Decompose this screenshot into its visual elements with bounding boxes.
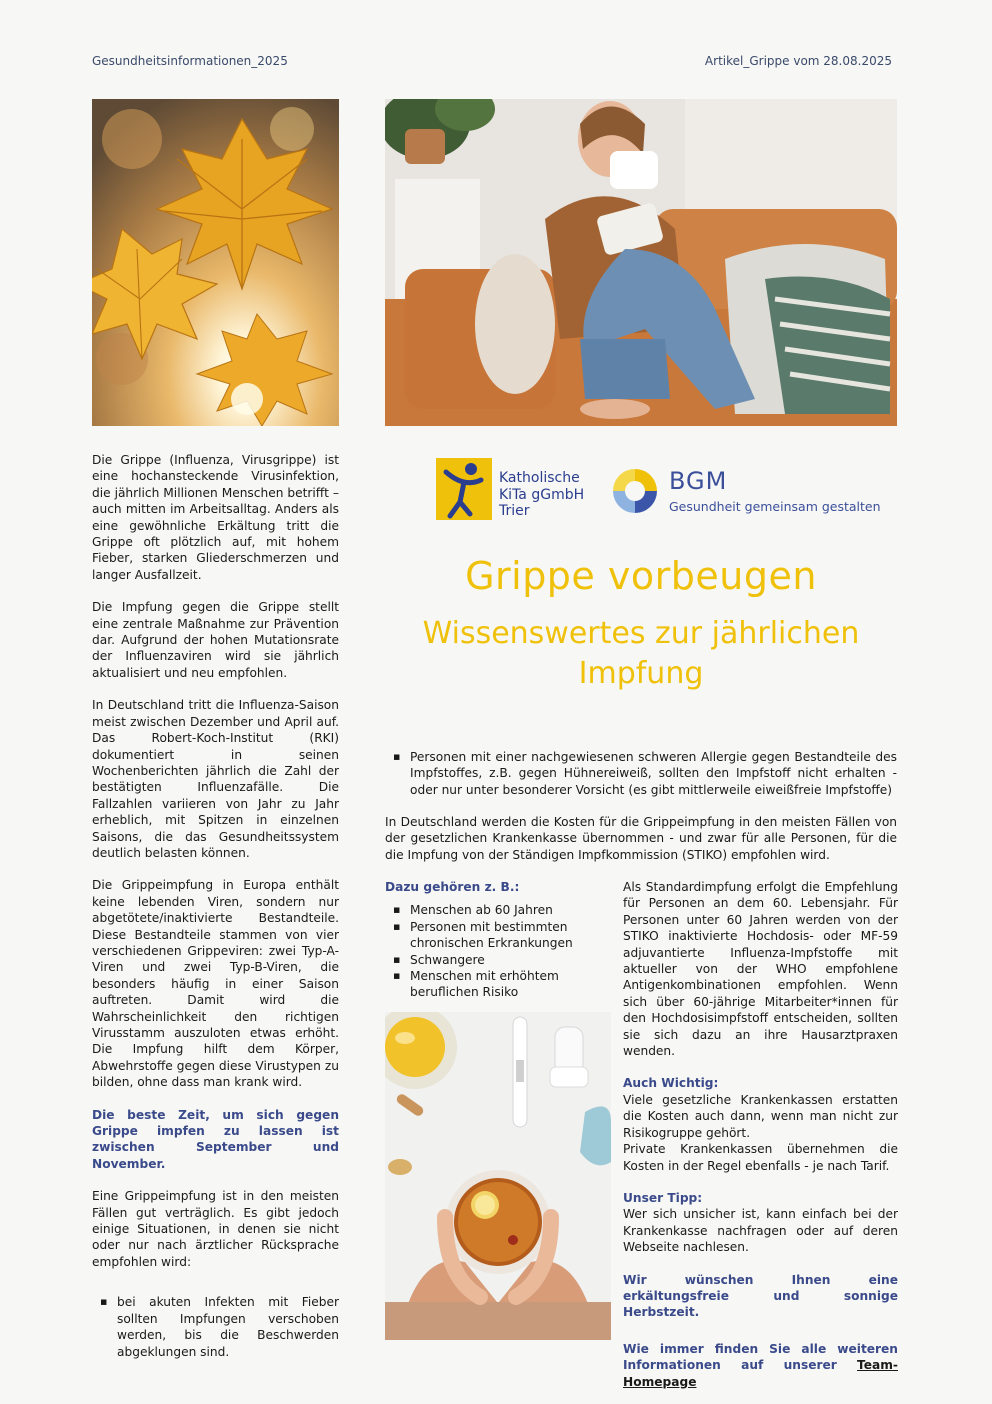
tip-text: Wer sich unsicher ist, kann einfach bei der Krankenkasse nachfragen oder auf deren Webseite nachlesen.	[623, 1207, 898, 1255]
list-item: ▪ Menschen ab 60 Jahren	[410, 902, 575, 918]
list-item: ▪ Schwangere	[410, 952, 575, 968]
header-left: Gesundheitsinformationen_2025	[92, 54, 288, 68]
kita-logo	[436, 458, 492, 520]
vaccination-paragraph: Die Impfung gegen die Grippe stellt eine zentrale Maßnahme zur Prävention dar. Aufgrund der hohen Mutationsrate der Influenzaviren wird sie jährlich aktualisiert und neu empfohlen.	[92, 600, 339, 680]
bgm-subtitle: Gesundheit gemeinsam gestalten	[669, 499, 881, 514]
season-paragraph: In Deutschland tritt die Influenza-Saison meist zwischen Dezember und April auf. Das Robert-Koch-Institut (RKI) dokumentiert in seinen Wochenberichten jährlich die Zahl der bestätigten Influenzafälle. Die Fallzahlen variieren von Jahr zu Jahr erheblich, mit Spitzen in einzelnen Saisons, die das Gesundheitssystem deutlich belasten können.	[92, 698, 339, 860]
costs-paragraph: In Deutschland werden die Kosten für die Grippeimpfung in den meisten Fällen von der gesetzlichen Krankenkasse übernommen - und zwar für alle Personen, für die die Impfung von der Ständigen Impfkommission (STIKO) empfohlen wird.	[385, 815, 897, 862]
contraindication-list	[92, 1294, 339, 1360]
standard-vaccination-paragraph: Als Standardimpfung erfolgt die Empfehlung für Personen an dem 60. Lebensjahr. Für Personen unter 60 Jahren werden von der STIKO inaktivierte Hochdosis- oder MF-59 adjuvantierte Influenza-Impfstoffe mit aktueller von der WHO empfohlene Antigenkombinationen empfohlen. Wenn sich über 60-jährige Mitarbeiter*innen für den Hochdosisimpfstoff entscheiden, sollten sie sich dazu an ihre Hausarztpraxen wenden.	[623, 880, 898, 1059]
list-item: ▪ Menschen mit erhöhtem beruflichen Risiko	[410, 968, 575, 1001]
allergy-bullet-block	[385, 749, 897, 798]
tea-thermometer-photo	[385, 1012, 611, 1340]
vaccine-content-paragraph: Die Grippeimpfung in Europa enthält keine lebenden Viren, sondern nur abgetötete/inaktivierte Bestandteile. Diese Bestandteile stammen von vier verschiedenen Grippeviren: zwei Typ-A-Viren und zwei Typ-B-Viren, die besonders häufig in einer Saison auftreten. Damit wird die Wahrscheinlichkeit den richtigen Virusstamm auszuloten etwas erhöht. Die Impfung hilft dem Körper, Abwehrstoffe gegen diese Virustypen zu bilden, ohne dass man krank wird.	[92, 878, 339, 1090]
wish-text: Wir wünschen Ihnen eine erkältungsfreie und sonnige Herbstzeit.	[623, 1272, 898, 1320]
page-subtitle: Wissenswertes zur jährlichen Impfung	[422, 616, 860, 691]
our-tip-heading: Unser Tipp:	[623, 1190, 703, 1205]
private-insurance-text: Private Krankenkassen übernehmen die Kosten in der Regel ebenfalls - je nach Tarif.	[623, 1142, 898, 1173]
statutory-insurance-text: Viele gesetzliche Krankenkassen erstatten die Kosten auch dann, wenn man nicht zur Risikogruppe gehört.	[623, 1092, 898, 1140]
team-homepage-link[interactable]: Team-Homepage	[623, 1358, 898, 1389]
woman-sneezing-photo	[385, 99, 897, 426]
risk-groups	[385, 879, 575, 1001]
intro-paragraph: Die Grippe (Influenza, Virusgrippe) ist eine hochansteckende Virusinfektion, die jährlich Millionen Menschen betrifft – auch mitten im Arbeitsalltag. Anders als eine gewöhnliche Erkältung tritt die Grippe oft plötzlich auf, mit hohem Fieber, starken Gliederschmerzen und langer Ausfallzeit.	[92, 453, 339, 582]
list-item: ▪ bei akuten Infekten mit Fieber sollten Impfungen verschoben werden, bis die Beschwerden abgeklungen sind.	[117, 1294, 339, 1360]
left-column	[92, 452, 339, 1360]
best-time-paragraph: Die beste Zeit, um sich gegen Grippe impfen zu lassen ist zwischen September und November.	[92, 1107, 339, 1171]
bgm-logo-icon	[610, 466, 660, 516]
tolerability-paragraph: Eine Grippeimpfung ist in den meisten Fällen gut verträglich. Es gibt jedoch einige Situationen, in denen sie nicht oder nur nach ärztlicher Rücksprache empfohlen wird:	[92, 1189, 339, 1269]
kita-logo-text: Katholische KiTa gGmbH Trier	[499, 470, 585, 519]
kita-figure-icon	[436, 458, 492, 520]
more-info-text: Wie immer finden Sie alle weiteren Informationen auf unserer Team-Homepage	[623, 1341, 898, 1389]
autumn-leaves-image	[92, 99, 339, 426]
also-important-heading: Auch Wichtig:	[623, 1076, 719, 1091]
list-item: ▪ Personen mit bestimmten chronischen Erkrankungen	[410, 919, 575, 952]
header-right: Artikel_Grippe vom 28.08.2025	[704, 54, 892, 68]
bgm-title: BGM	[669, 467, 728, 495]
page-title: Grippe vorbeugen	[465, 554, 817, 598]
risk-groups-heading: Dazu gehören z. B.:	[385, 880, 520, 894]
list-item: ▪ Personen mit einer nachgewiesenen schweren Allergie gegen Bestandteile des Impfstoffes, z.B. gegen Hühnereiweiß, sollten den Impfstoff nicht erhalten - oder nur unter besonderer Vorsicht (es gibt mittlerweile eiweißfreie Impfstoffe)	[410, 749, 897, 798]
right-column	[623, 879, 898, 1390]
